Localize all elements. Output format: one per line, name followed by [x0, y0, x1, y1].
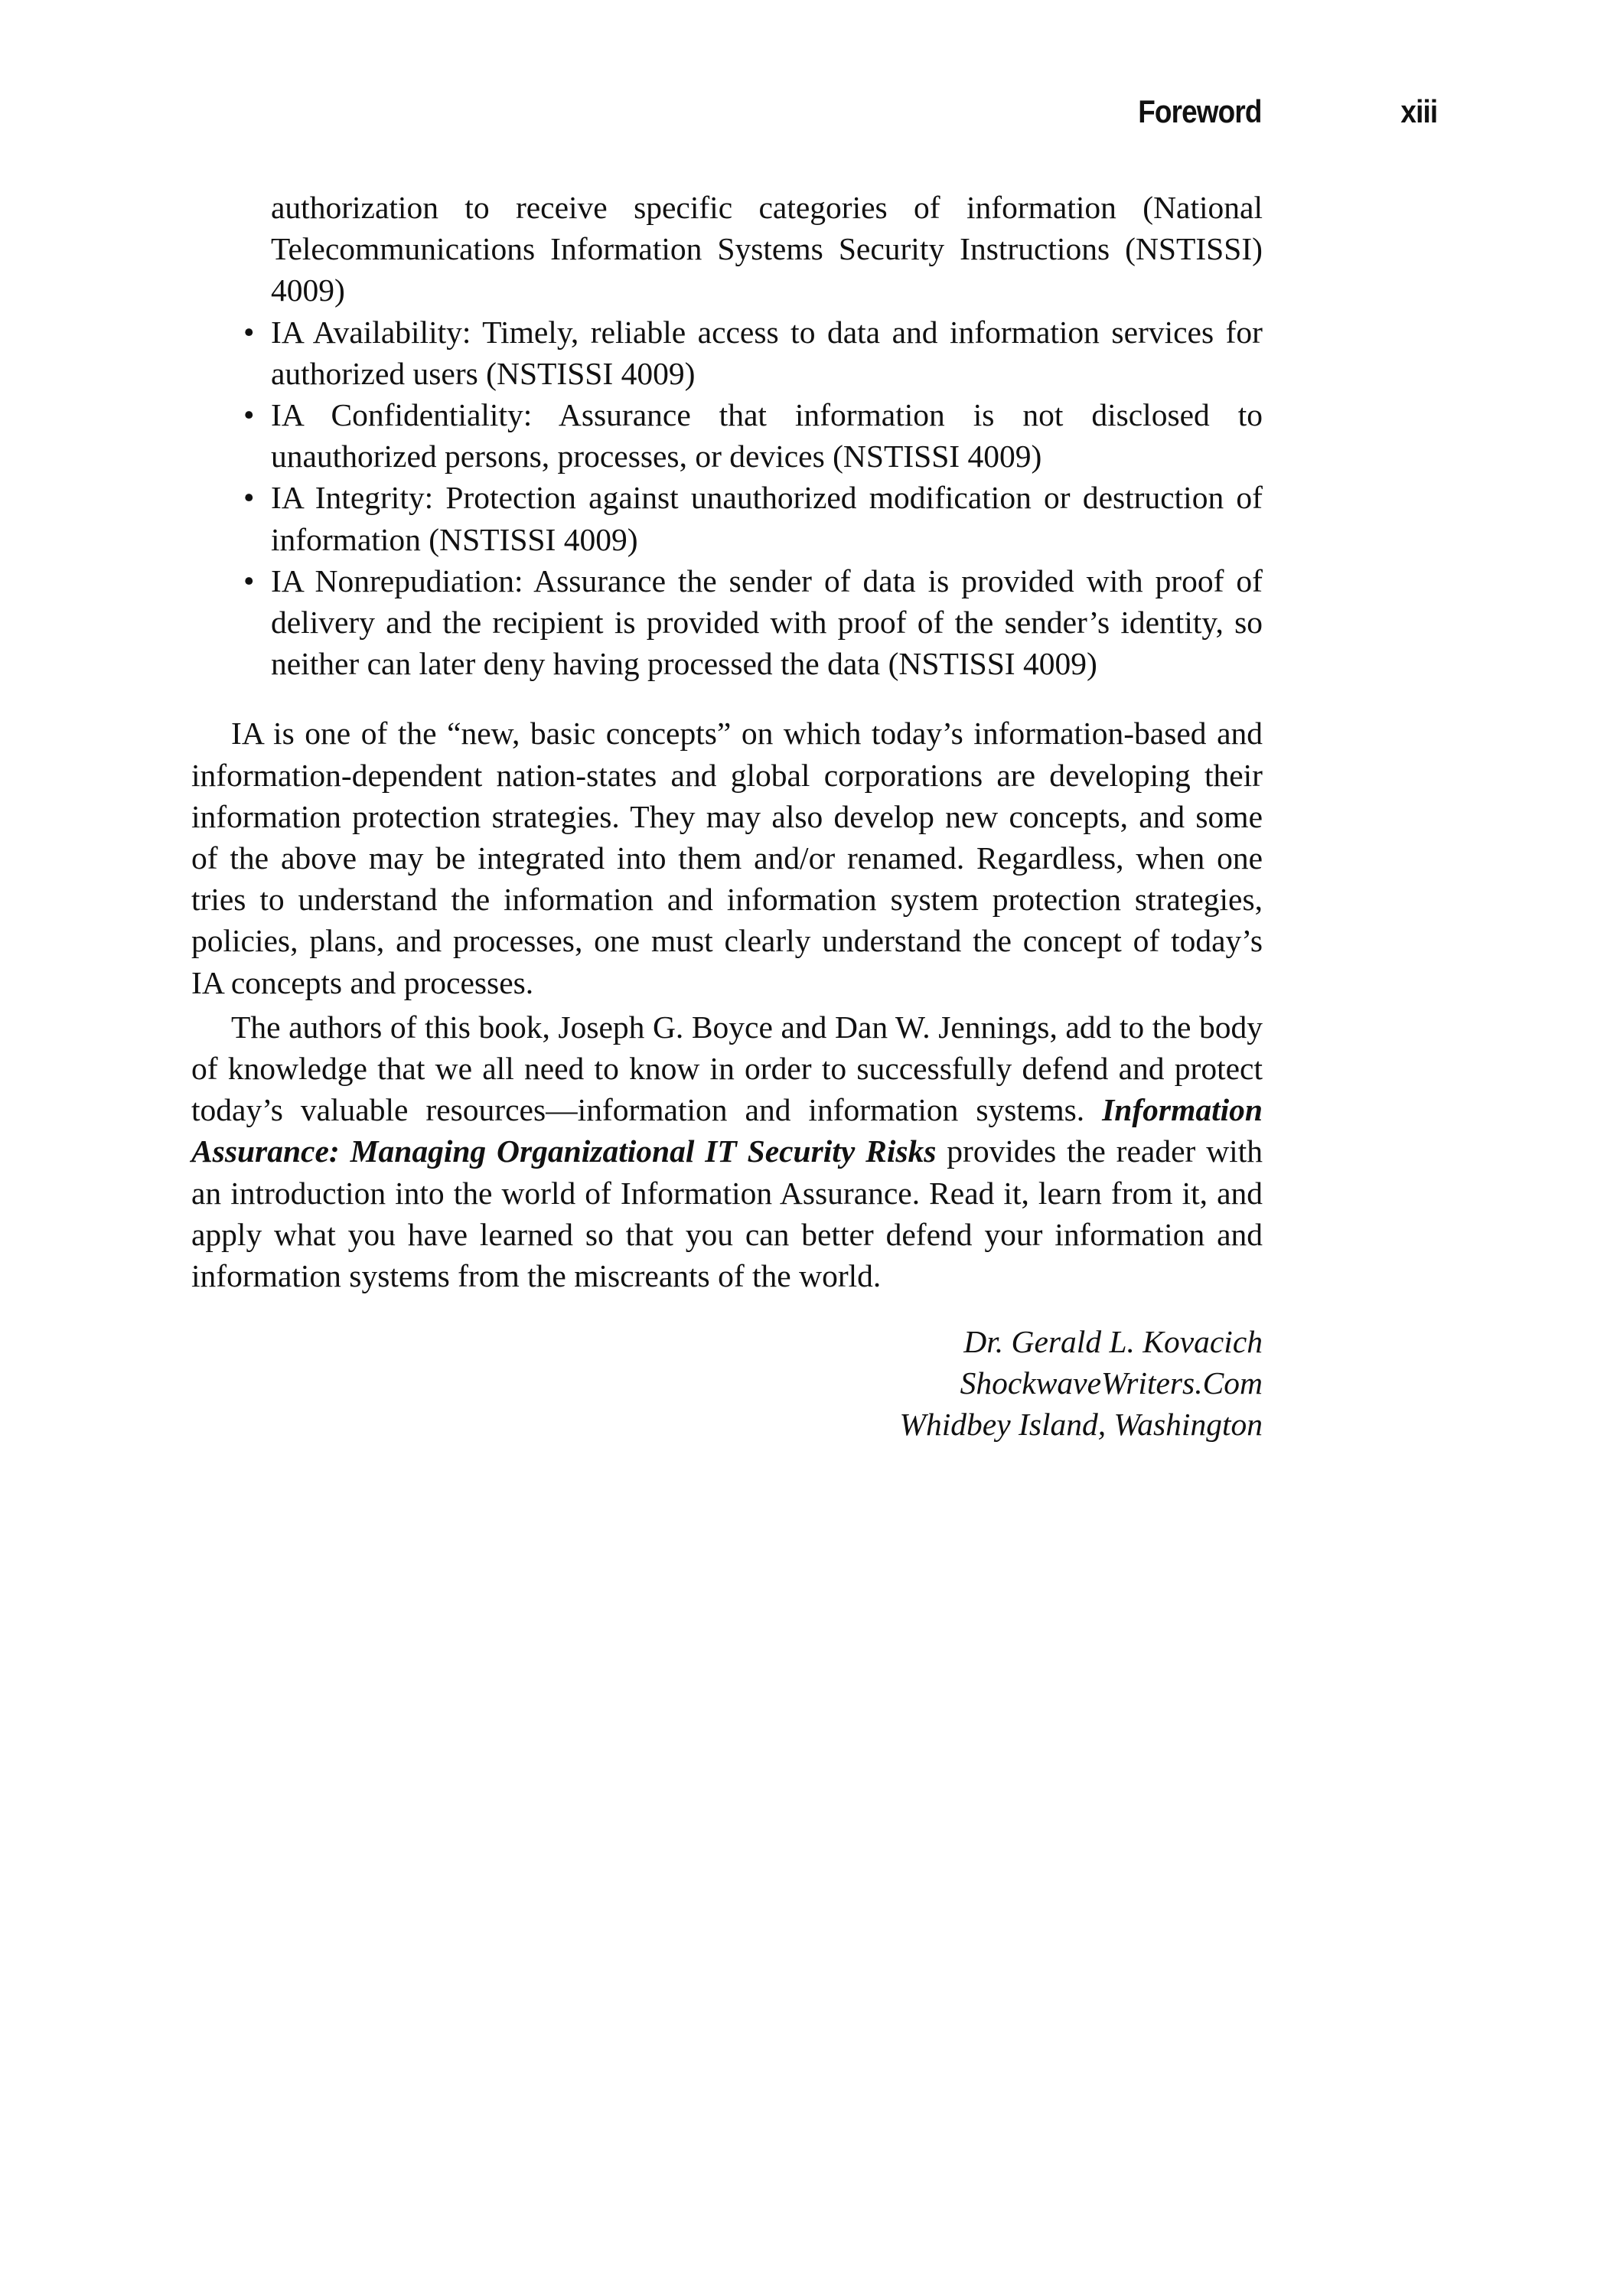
list-item	[243, 477, 1263, 559]
list-item-text: IA Availability: Timely, reliable access to data and information services for authorized users (NSTISSI 4009)	[271, 314, 1263, 391]
list-item-text: IA Nonrepudiation: Assurance the sender of data is provided with proof of delivery and the recipient is provided with proof of the sender’s identity, so neither can later deny having processed the data (NSTISSI 4009)	[271, 563, 1263, 682]
running-head	[0, 93, 1438, 139]
body-text	[191, 187, 1263, 1296]
bullet-list-block	[243, 187, 1263, 684]
bullet-icon: •	[243, 314, 255, 350]
signature-location: Whidbey Island, Washington	[899, 1407, 1263, 1442]
list-item	[243, 394, 1263, 477]
bullet-icon: •	[243, 480, 255, 516]
list-item	[243, 560, 1263, 685]
bullet-continuation: authorization to receive specific categories of information (National Telecommunications Information Systems Security Instructions (NSTISSI) 4009)	[271, 190, 1263, 308]
signature-name: Dr. Gerald L. Kovacich	[963, 1324, 1263, 1359]
bullet-list	[243, 311, 1263, 685]
paragraph-authors	[191, 1006, 1263, 1296]
list-item-text: IA Integrity: Protection against unauthorized modification or destruction of information (NSTISSI 4009)	[271, 480, 1263, 557]
page-number: xiii	[1400, 93, 1438, 129]
bullet-icon: •	[243, 397, 255, 433]
paragraph-authors-end: provides the reader with an introduction into the world of Information Assurance. Read it, learn from it, and apply what you have learned so that you can better defend your information and information systems from the miscreants of the world.	[191, 1133, 1263, 1294]
signature-organization: ShockwaveWriters.Com	[960, 1365, 1263, 1401]
bullet-icon: •	[243, 563, 255, 598]
section-title: Foreword	[1138, 93, 1262, 129]
list-item	[243, 311, 1263, 394]
paragraph-ia-concepts: IA is one of the “new, basic concepts” on which today’s information-based and information-dependent nation-states and global corporations are developing their information protection strategies. They may also develop new concepts, and some of the above may be integrated into them and/or renamed. Regardless, when one tries to understand the information and information system protection strategies, policies, plans, and processes, one must clearly understand the concept of today’s IA concepts and processes.	[191, 716, 1263, 1000]
list-item-text: IA Confidentiality: Assurance that information is not disclosed to unauthorized persons, processes, or devices (NSTISSI 4009)	[271, 397, 1263, 475]
signature-block	[689, 1321, 1263, 1445]
book-title: Information Assurance: Managing Organizational IT Security Risks	[191, 1092, 1263, 1169]
paragraph-authors-start: The authors of this book, Joseph G. Boyce and Dan W. Jennings, add to the body of knowledge that we all need to know in order to successfully defend and protect today’s valuable resources—information and information systems.	[191, 1009, 1263, 1128]
